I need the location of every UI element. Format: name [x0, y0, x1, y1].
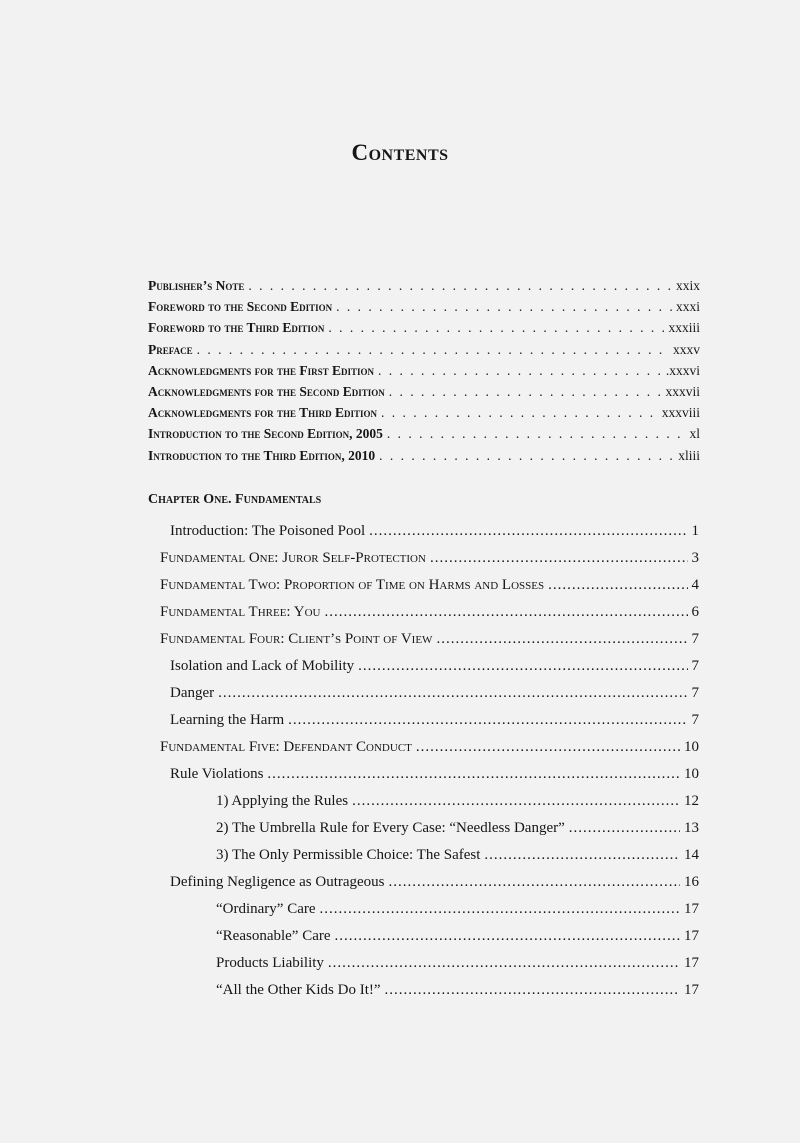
- toc-entry-label: Publisher’s Note: [148, 278, 245, 293]
- toc-page-number: 4: [691, 577, 699, 593]
- toc-page-number: 12: [684, 793, 699, 809]
- toc-entry-fundamental-four[interactable]: [148, 626, 699, 653]
- toc-entry-label: “Reasonable” Care: [216, 928, 331, 944]
- toc-page-number: 17: [684, 901, 699, 917]
- toc-page-number: xxxiii: [668, 320, 700, 336]
- dot-leader: [389, 869, 680, 896]
- toc-entry-fundamental-five[interactable]: [148, 734, 699, 761]
- toc-entry-applying-rules[interactable]: [148, 788, 699, 815]
- dot-leader: [381, 402, 658, 423]
- toc-entry-publishers-note[interactable]: [148, 275, 700, 296]
- toc-entry-intro-third[interactable]: [148, 445, 700, 466]
- toc-page-number: 17: [684, 955, 699, 971]
- toc-entry-label: Foreword to the Second Edition: [148, 299, 333, 315]
- toc-entry-label: Introduction: The Poisoned Pool: [170, 523, 366, 539]
- dot-leader: [267, 761, 680, 788]
- toc-entry-ack-second[interactable]: [148, 381, 700, 402]
- toc-page-number: 7: [691, 631, 699, 647]
- toc-page-number: 17: [684, 982, 699, 998]
- chapter-entries-list: [148, 518, 699, 1004]
- toc-entry-rule-violations[interactable]: [148, 761, 699, 788]
- toc-entry-label: Fundamental Four: Client’s Point of View: [160, 631, 433, 647]
- toc-entry-label: Rule Violations: [170, 766, 264, 782]
- toc-entry-label: Danger: [170, 685, 215, 701]
- toc-page-number: 10: [684, 766, 699, 782]
- toc-entry-label: Products Liability: [216, 955, 324, 971]
- dot-leader: [218, 680, 687, 707]
- toc-entry-foreword-third[interactable]: [148, 317, 700, 338]
- dot-leader: [328, 950, 680, 977]
- dot-leader: [328, 317, 664, 338]
- toc-entry-foreword-second[interactable]: [148, 296, 700, 317]
- toc-entry-label: “Ordinary” Care: [216, 901, 316, 917]
- toc-entry-label: Isolation and Lack of Mobility: [170, 658, 355, 674]
- toc-page-number: xl: [689, 426, 700, 442]
- toc-entry-label: Preface: [148, 341, 193, 357]
- toc-entry-ordinary-care[interactable]: [148, 896, 699, 923]
- dot-leader: [197, 339, 669, 360]
- toc-page-number: 14: [684, 847, 699, 863]
- toc-entry-label: Fundamental Two: Proportion of Time on Harms and Losses: [160, 577, 545, 593]
- toc-entry-danger[interactable]: [148, 680, 699, 707]
- toc-entry-reasonable-care[interactable]: [148, 923, 699, 950]
- dot-leader: [325, 599, 688, 626]
- toc-entry-label: Fundamental Three: You: [160, 604, 321, 620]
- toc-entry-fundamental-three[interactable]: [148, 599, 699, 626]
- toc-page-number: xxxvii: [665, 383, 700, 399]
- toc-entry-intro-second[interactable]: [148, 423, 700, 444]
- toc-entry-other-kids[interactable]: [148, 977, 699, 1004]
- toc-page-number: 7: [691, 685, 699, 701]
- front-matter-list: [148, 275, 700, 466]
- toc-page-number: xliii: [678, 447, 700, 463]
- dot-leader: [387, 423, 686, 444]
- toc-entry-ack-first[interactable]: [148, 360, 700, 381]
- toc-entry-label: 2) The Umbrella Rule for Every Case: “Needless Danger”: [216, 820, 565, 836]
- toc-entry-defining-negligence[interactable]: [148, 869, 699, 896]
- toc-page-number: 1: [691, 523, 699, 539]
- toc-entry-poisoned-pool[interactable]: [148, 518, 699, 545]
- toc-page-number: xxxv: [673, 341, 700, 357]
- toc-entry-label: Acknowledgments for the Third Edition: [148, 405, 378, 421]
- toc-entry-label: Fundamental One: Juror Self-Protection: [160, 550, 426, 566]
- toc-entry-fundamental-two[interactable]: [148, 572, 699, 599]
- page-title: Contents: [351, 140, 449, 165]
- toc-page-number: xxix: [675, 278, 700, 293]
- dot-leader: [288, 707, 687, 734]
- toc-entry-label: Foreword to the Third Edition: [148, 320, 325, 336]
- dot-leader: [336, 296, 672, 317]
- dot-leader: [430, 545, 688, 572]
- toc-entry-fundamental-one[interactable]: [148, 545, 699, 572]
- dot-leader: [378, 360, 662, 381]
- toc-entry-learning-harm[interactable]: [148, 707, 699, 734]
- dot-leader: [379, 445, 674, 466]
- dot-leader: [335, 923, 680, 950]
- toc-entry-products-liability[interactable]: [148, 950, 699, 977]
- chapter-heading[interactable]: Chapter One. Fundamentals: [148, 492, 322, 507]
- toc-page-number: 6: [691, 604, 699, 620]
- toc-page-number: 3: [691, 550, 699, 566]
- dot-leader: [548, 572, 687, 599]
- toc-entry-label: Fundamental Five: Defendant Conduct: [160, 739, 412, 755]
- toc-entry-label: Learning the Harm: [170, 712, 285, 728]
- toc-page-number: xxxviii: [661, 405, 700, 421]
- dot-leader: [358, 653, 687, 680]
- toc-entry-ack-third[interactable]: [148, 402, 700, 423]
- dot-leader: [484, 842, 680, 869]
- toc-page-number: 16: [684, 874, 699, 890]
- toc-entry-label: Defining Negligence as Outrageous: [170, 874, 385, 890]
- toc-entry-isolation[interactable]: [148, 653, 699, 680]
- dot-leader: [385, 977, 680, 1004]
- dot-leader: [369, 518, 687, 545]
- dot-leader: [389, 381, 662, 402]
- dot-leader: [320, 896, 680, 923]
- toc-page-number: .xxxvi: [665, 362, 700, 378]
- toc-entry-label: 1) Applying the Rules: [216, 793, 349, 809]
- dot-leader: [248, 275, 672, 296]
- toc-page-number: 13: [684, 820, 699, 836]
- toc-page-number: xxxi: [675, 299, 700, 315]
- dot-leader: [436, 626, 687, 653]
- toc-entry-label: Introduction to the Second Edition, 2005: [148, 426, 383, 442]
- toc-entry-label: “All the Other Kids Do It!”: [216, 982, 381, 998]
- toc-page-number: 7: [691, 712, 699, 728]
- dot-leader: [416, 734, 680, 761]
- toc-page-number: 10: [684, 739, 699, 755]
- toc-page-number: 17: [684, 928, 699, 944]
- toc-entry-label: 3) The Only Permissible Choice: The Safest: [216, 847, 481, 863]
- dot-leader: [352, 788, 680, 815]
- dot-leader: [569, 815, 680, 842]
- toc-entry-label: Acknowledgments for the Second Edition: [148, 383, 385, 399]
- toc-entry-label: Introduction to the Third Edition, 2010: [148, 447, 376, 463]
- toc-entry-permissible-choice[interactable]: [148, 842, 699, 869]
- toc-entry-preface[interactable]: [148, 339, 700, 360]
- toc-entry-label: Acknowledgments for the First Edition: [148, 362, 375, 378]
- toc-entry-umbrella-rule[interactable]: [148, 815, 699, 842]
- toc-page-number: 7: [691, 658, 699, 674]
